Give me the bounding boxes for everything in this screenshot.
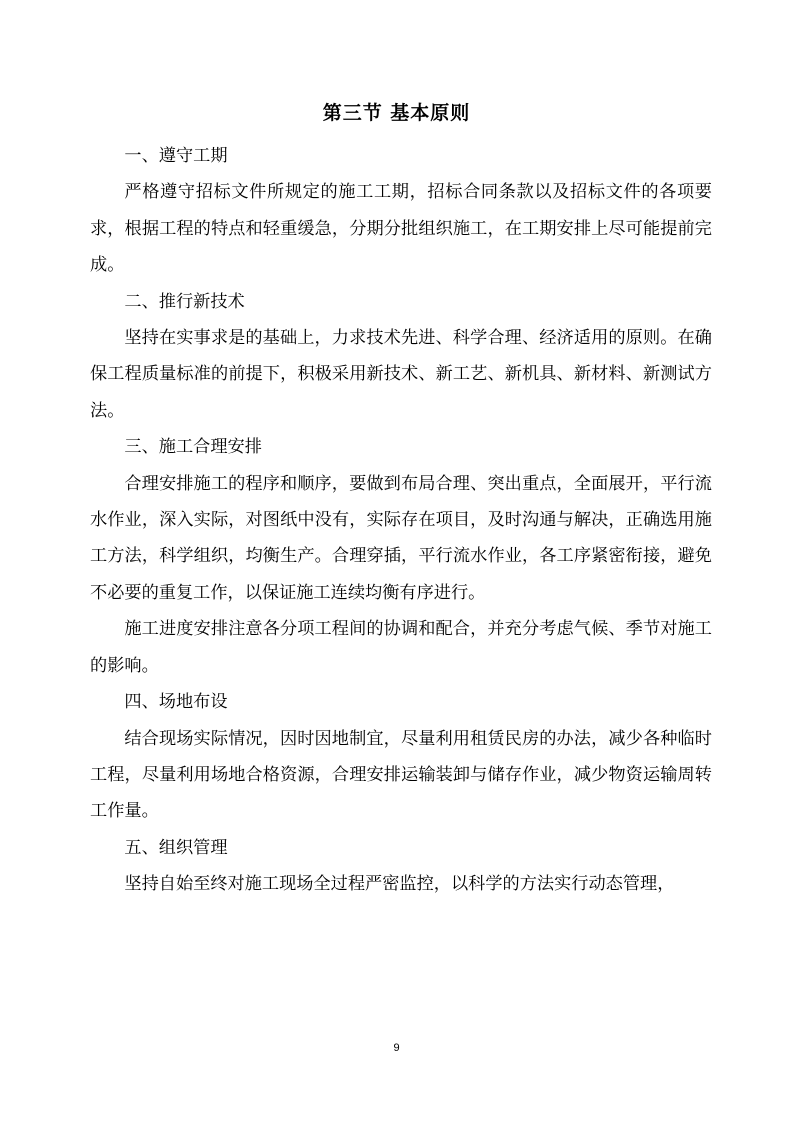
section-title: 第三节 基本原则 <box>322 102 471 124</box>
paragraph-new-technology: 坚持在实事求是的基础上，力求技术先进、科学合理、经济适用的原则。在确保工程质量标准的前提下，积极采用新技术、新工艺、新机具、新材料、新测试方法。 <box>90 328 712 421</box>
heading-site-layout: 四、场地布设 <box>124 692 228 713</box>
heading-organization-management: 五、组织管理 <box>124 837 228 858</box>
paragraph-construction-arrangement: 合理安排施工的程序和顺序，要做到布局合理、突出重点，全面展开，平行流水作业，深入实际，对图纸中没有，实际存在项目，及时沟通与解决，正确选用施工方法，科学组织，均衡生产。合理穿插，平行流水作业，各工序紧密衔接，避免不必要的重复工作，以保证施工连续均衡有序进行。 <box>90 473 712 603</box>
heading-construction-arrangement: 三、施工合理安排 <box>124 437 262 458</box>
page-number: 9 <box>393 1042 400 1054</box>
paragraph-site-layout: 结合现场实际情况，因时因地制宜，尽量利用租赁民房的办法，减少各种临时工程，尽量利用场地合格资源，合理安排运输装卸与储存作业，减少物资运输周转工作量。 <box>90 728 712 822</box>
paragraph-observe-schedule: 严格遵守招标文件所规定的施工工期，招标合同条款以及招标文件的各项要求，根据工程的特点和轻重缓急，分期分批组织施工，在工期安排上尽可能提前完成。 <box>90 182 712 276</box>
paragraph-organization-management: 坚持自始至终对施工现场全过程严密监控，以科学的方法实行动态管理， <box>124 874 675 895</box>
paragraph-schedule-coordination: 施工进度安排注意各分项工程间的协调和配合，并充分考虑气候、季节对施工的影响。 <box>90 619 712 676</box>
heading-new-technology: 二、推行新技术 <box>124 291 245 312</box>
document-body <box>90 138 712 903</box>
heading-observe-schedule: 一、遵守工期 <box>124 146 228 166</box>
